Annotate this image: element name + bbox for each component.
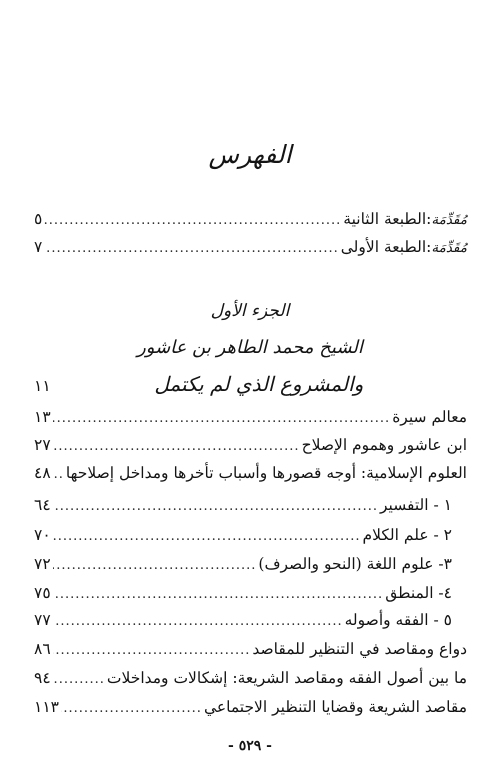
toc-entry-prefix: مُقَدِّمَة xyxy=(431,240,467,256)
toc-entry-label: ما بين أصول الفقه ومقاصد الشريعة: إشكالات ومداخلات xyxy=(106,669,467,687)
toc-entry-page: ٧٥ xyxy=(34,584,51,602)
toc-entry-label: ٣- علوم اللغة (النحو والصرف) xyxy=(258,555,452,573)
toc-entry-page: ٨٦ xyxy=(34,640,51,658)
toc-subentry[interactable] xyxy=(34,496,452,518)
toc-entry-page: ١٣ xyxy=(34,408,51,426)
toc-entry-page: ٧٧ xyxy=(34,611,51,629)
toc-subentry[interactable] xyxy=(34,611,452,633)
toc-entry-prefix: مُقَدِّمَة xyxy=(431,212,467,228)
toc-entry-label: دواع ومقاصد في التنظير للمقاصد xyxy=(252,640,467,658)
part-heading-entry[interactable] xyxy=(34,372,467,396)
toc-entry-page: ٩٤ xyxy=(34,669,51,687)
toc-entry[interactable] xyxy=(34,669,467,691)
leader-dots xyxy=(53,439,300,454)
toc-entry-label: مُقَدِّمَة:الطبعة الثانية xyxy=(343,210,467,228)
toc-entry-label: ٢ - علم الكلام xyxy=(362,526,452,544)
toc-entry-label: ٥ - الفقه وأصوله xyxy=(344,611,452,629)
toc-entry[interactable] xyxy=(34,698,467,720)
toc-entry-label: مقاصد الشريعة وقضايا التنظير الاجتماعي xyxy=(203,698,467,716)
toc-entry[interactable] xyxy=(34,640,467,662)
toc-subentry[interactable] xyxy=(34,584,452,606)
leader-dots xyxy=(53,411,391,426)
toc-entry-intro-first-edition[interactable] xyxy=(34,238,467,260)
toc-entry-page: ٢٧ xyxy=(34,436,51,454)
leader-dots xyxy=(53,614,343,629)
leader-dots xyxy=(44,241,338,256)
toc-entry-page: ٧ xyxy=(34,238,43,256)
part-subtitle: الشيخ محمد الطاهر بن عاشور xyxy=(137,337,363,358)
leader-dots xyxy=(53,672,105,687)
leader-dots xyxy=(61,701,202,716)
page-number: - ٥٢٩ - xyxy=(228,738,272,754)
toc-entry-page: ٧٢ xyxy=(34,555,51,573)
toc-subentry[interactable] xyxy=(34,526,452,548)
part-heading-page: ١١ xyxy=(34,377,51,395)
toc-entry-label: ابن عاشور وهموم الإصلاح xyxy=(301,436,467,454)
toc-entry-page: ٤٨ xyxy=(34,464,51,482)
part-heading: والمشروع الذي لم يكتمل xyxy=(154,372,364,396)
toc-subentry[interactable] xyxy=(34,555,452,577)
leader-dots xyxy=(53,499,378,514)
leader-dots xyxy=(53,529,361,544)
toc-entry-label: ١ - التفسير xyxy=(379,496,452,514)
index-title: الفهرس xyxy=(208,140,292,169)
toc-entry[interactable] xyxy=(34,464,467,486)
toc-entry-label: معالم سيرة xyxy=(392,408,467,426)
leader-dots xyxy=(53,467,64,482)
toc-entry-label: العلوم الإسلامية: أوجه قصورها وأسباب تأخرها ومداخل إصلاحها xyxy=(65,464,467,482)
toc-entry-label: ٤- المنطق xyxy=(385,584,452,602)
leader-dots xyxy=(44,213,341,228)
toc-entry-page: ٦٤ xyxy=(34,496,51,514)
toc-entry-intro-second-edition[interactable] xyxy=(34,210,467,232)
toc-entry-page: ٥ xyxy=(34,210,43,228)
toc-entry-page: ١١٣ xyxy=(34,698,59,716)
toc-entry-page: ٧٠ xyxy=(34,526,51,544)
part-title: الجزء الأول xyxy=(210,301,290,321)
leader-dots xyxy=(53,643,251,658)
toc-entry[interactable] xyxy=(34,436,467,458)
leader-dots xyxy=(53,558,257,573)
toc-entry-label: مُقَدِّمَة:الطبعة الأولى xyxy=(340,238,467,256)
toc-entry[interactable] xyxy=(34,408,467,430)
leader-dots xyxy=(53,587,384,602)
